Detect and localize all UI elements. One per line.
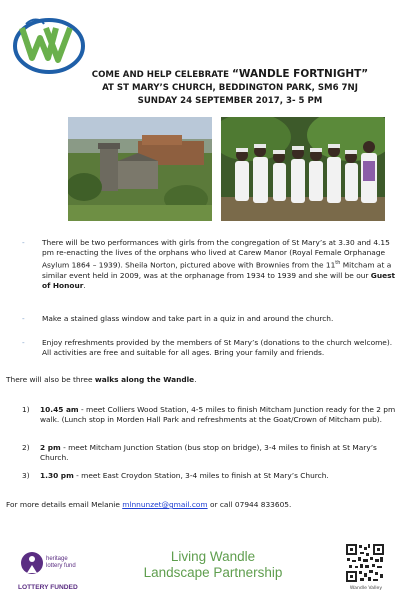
walk-description: - meet Mitcham Junction Station (bus stop on bridge), 3-4 miles to finish at St Mary’s Church. — [40, 443, 377, 463]
walk-number: 1) — [22, 405, 30, 414]
stained-glass-text: Make a stained glass window and take part in a quiz in and around the church. — [42, 314, 334, 323]
bullet-dash: - — [22, 314, 25, 323]
header-date: SUNDAY 24 SEPTEMBER 2017, 3- 5 PM — [137, 96, 323, 106]
contact-prefix: For more details email Melanie — [6, 500, 123, 509]
walk-description: - meet East Croydon Station, 3-4 miles to finish at St Mary’s Church. — [73, 471, 329, 480]
guest-of-honour: Guest of Honour — [42, 271, 396, 291]
lottery-hand-icon — [18, 545, 92, 595]
sentence-end: . — [83, 281, 86, 291]
walks-intro — [6, 375, 406, 385]
bullet-dash: - — [22, 338, 25, 347]
walk-item — [22, 443, 400, 463]
partnership-title — [128, 549, 298, 581]
lottery-fund-text: lottery fund — [46, 563, 76, 569]
bullet-dash: - — [22, 238, 25, 247]
lottery-funded-caption: LOTTERY FUNDED — [18, 584, 78, 591]
performances-text: There will be two performances with girls from the congregation of St Mary’s at 3.30 and 4.15 pm re-enacting the lives of the orphans who lived at Carew Manor (Royal Female Orphanage Asylum 1864 – 1939). Sheila Norton, pictured above with Brownies from the 11 — [42, 238, 390, 270]
walk-time: 1.30 pm — [40, 471, 74, 480]
walk-item — [22, 405, 400, 425]
header-line-1 — [60, 68, 400, 82]
walk-number: 2) — [22, 443, 30, 452]
walks-intro-end: . — [194, 375, 197, 384]
brownies-group-photo — [221, 117, 385, 221]
lottery-heritage-text: heritage — [46, 556, 68, 562]
ordinal-suffix: th — [335, 260, 341, 267]
partnership-line-2: Landscape Partnership — [143, 565, 283, 580]
walk-description: - meet Colliers Wood Station, 4-5 miles to finish Mitcham Junction ready for the 2 pm walk. (Lunch stop in Morden Hall Park and refreshments at the Goat/Crown of Mitcham pub). — [40, 405, 396, 425]
contact-phone: or call 07944 833605. — [207, 500, 292, 509]
event-header — [60, 68, 400, 108]
wandle-logo-icon — [12, 14, 86, 76]
event-title: “WANDLE FORTNIGHT” — [232, 68, 369, 80]
qr-code-icon — [345, 543, 385, 583]
walk-item — [22, 471, 400, 481]
bullet-refreshments — [22, 338, 398, 358]
header-venue: AT ST MARY’S CHURCH, BEDDINGTON PARK, SM6 7NJ — [102, 83, 358, 93]
walks-intro-bold: walks along the Wandle — [94, 375, 195, 384]
walks-intro-text: There will also be three — [6, 375, 95, 384]
walk-time: 2 pm — [40, 443, 61, 452]
bullet-performances — [22, 238, 398, 291]
performances-text-2: Mitcham at a similar event held in 2009, was at the orphanage from 1934 to 1939 and she will be our — [42, 260, 392, 281]
contact-line — [6, 500, 406, 510]
wandle-valley-logo — [12, 14, 86, 76]
qr-caption: Wandle Valley — [349, 586, 383, 591]
email-link[interactable]: mlnnunzet@gmail.com — [122, 500, 208, 509]
walk-number: 3) — [22, 471, 30, 480]
heritage-lottery-fund-logo — [18, 545, 92, 595]
bullet-stained-glass — [22, 314, 398, 324]
walk-time: 10.45 am — [40, 405, 79, 414]
qr-code — [345, 543, 385, 583]
partnership-line-1: Living Wandle — [170, 549, 256, 564]
refreshments-text: Enjoy refreshments provided by the members of St Mary’s (donations to the church welcome). All activities are free and suitable for all ages. Bring your family and friends. — [42, 338, 393, 358]
church-aerial-photo — [68, 117, 212, 221]
header-intro: COME AND HELP CELEBRATE — [91, 70, 233, 80]
